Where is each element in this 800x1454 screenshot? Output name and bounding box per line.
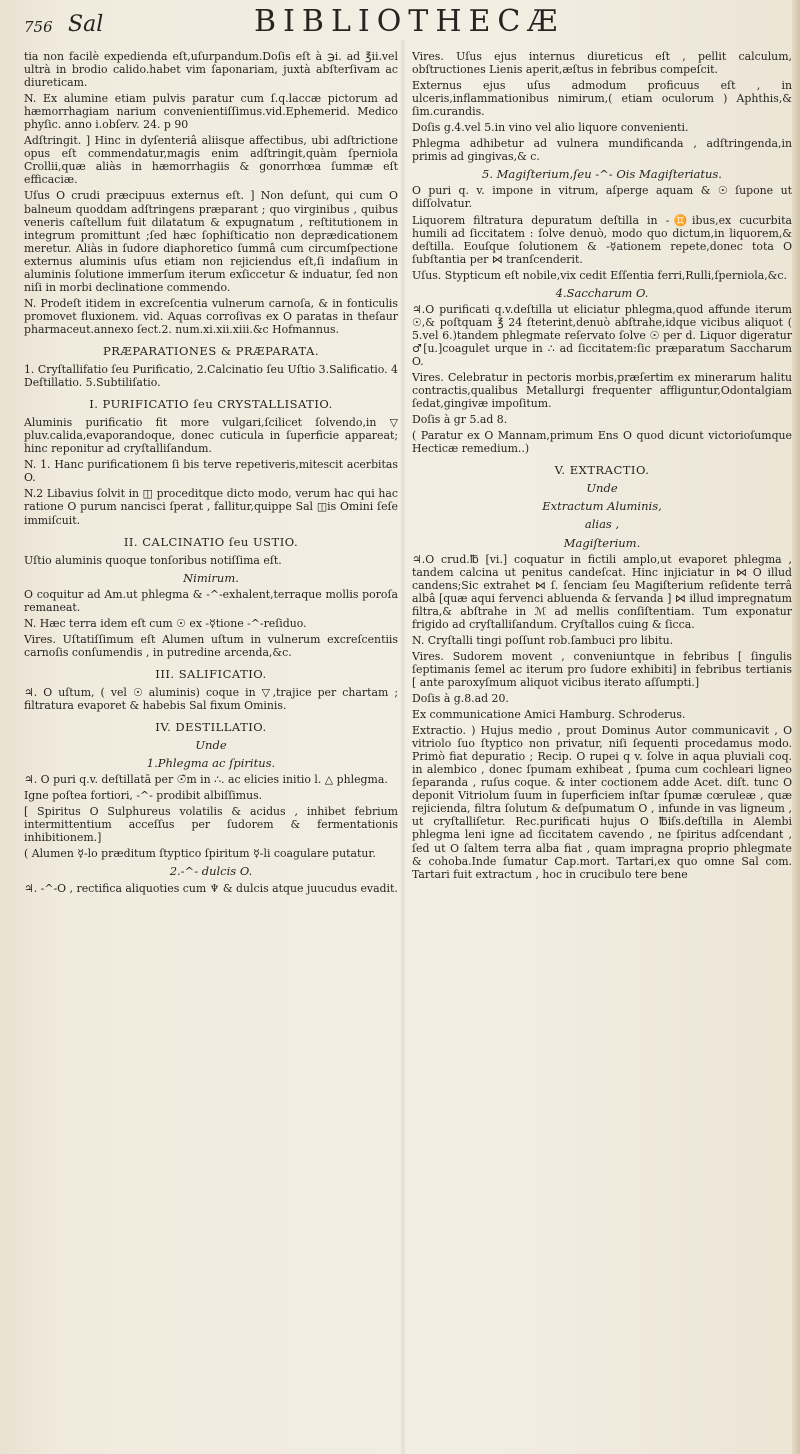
paragraph: Externus ejus uſus admodum proficuus eſt , in ulceris,inflammationibus nimirum,( etiam oculorum ) Aphthis,& ſim.curandis. [412,79,792,119]
paragraph: ♃.O crud.℔ [vi.] coquatur in fictili amplo,ut evaporet phlegma , tandem calcina ut penitus candeſcat. Hinc injiciatur in ⋈ O illud candens;Sic extrahet ⋈ ſ. ſenciam ſeu Magiſterium reſidente terrâ albâ [quæ aqui fervenci abluenda & ſervanda ] ⋈ illud impregnatum filtra,& abſtrahe in ℳ ad mellis conſiſtentiam. Tum exponatur frigido ad cryſtalliſandum. Cryſtallos cuing & ſicca. [412,552,792,631]
paragraph: Uſtio aluminis quoque tonſoribus notiſſima eſt. [24,553,282,567]
paragraph: Igne poſtea fortiori, -^- prodibit albiſſimus. [24,789,263,803]
subheading: Unde [586,481,618,496]
paragraph: O puri q. v. impone in vitrum, aſperge aquam & ☉ ſupone ut diſſolvatur. [412,184,792,211]
paragraph: Uſus O crudi præcipuus externus eſt. ] Non deſunt, qui cum O balneum quoddam adſtringens præparant ; quo virginibus , quibus veneris caſtellum fuit dilatatum & expugnatum , reſtitutionem in integrum promittunt ;ſed hæc ſophiſticatio non deprædicationem meretur. Aliàs in ſudore diaphoretico ſummâ cum circumſpectione externus aluminis uſus etiam non rejiciendus eſt,ſi indaſium in aluminis ſolutione immerſum iterum exſiccetur & induatur, ſed non niſi in morbi declinatione commendo. [24,189,398,294]
paragraph: Ex communicatione Amici Hamburg. Schroderus. [412,708,686,722]
paragraph: O coquitur ad Am.ut phlegma & -^-exhalent,terraque mollis poroſa remaneat. [24,587,398,614]
paragraph: Doſis g.4.vel 5.in vino vel alio liquore convenienti. [412,121,689,135]
paragraph: ♃. O uſtum, ( vel ☉ aluminis) coque in ▽,trajice per chartam ; filtratura evaporet & habebis Sal fixum Ominis. [24,685,398,713]
section-heading: I. PURIFICATIO ſeu CRYSTALLISATIO. [89,397,333,412]
paragraph: 1. Cryſtallifatio ſeu Purificatio, 2.Calcinatio ſeu Uſtio 3.Salificatio. 4 Deſtillatio. 5.Subtiliſatio. [24,363,398,390]
page-number: 756 [24,18,53,36]
paragraph: Adſtringit. ] Hinc in dyſenteriâ aliisque affectibus, ubi adſtrictione opus eſt commendatur,magis enim adſtringit,quàm ſperniola Crollii,quæ aliàs in hæmorrhagiis & gonorrhœa ſummæ eſt efficaciæ. [24,134,398,187]
subheading: Extractum Aluminis, [542,499,662,514]
paragraph: ♃. O puri q.v. deſtillatā per ☉̃m in ∴. ac elicies initio l. △ phlegma. [24,773,388,787]
paragraph: Doſis à g.8.ad 20. [412,692,509,706]
running-title: BIBLIOTHECÆ [254,4,565,39]
subheading: 2.-^- dulcis O. [169,864,253,879]
subheading: 4.Saccharum O. [555,285,649,300]
paragraph: ( Alumen ☿-lo præditum ſtyptico ſpiritum ☿-li coagulare putatur. [24,847,376,861]
section-word: Sal [68,12,104,37]
paragraph: N. Hæc terra idem eſt cum ☉ ex -☿tione -^-reſiduo. [24,616,307,630]
paragraph: N. Cryſtalli tingi poſſunt rob.ſambuci pro libitu. [412,633,674,647]
paragraph: Extractio. ) Hujus medio , prout Dominus Autor communicavit , O vitriolo ſuo ſtyptico non privatur, niſi ſequenti procedamus modo. Primò fiat depuratio ; Recip. O rupei q v. ſolve in aqua pluviali coq. in alembico , donec ſpumam exhibeat , ſpuma cum cochleari ligneo ſeparanda , ruſus coque. & inter coctionem adde Acet. diſt. tunc O deponit Vitriolum ſuum in ſuperficiem inſtar ſpumæ cœruleæ , quæ rejicienda, filtra ſolutum & deſpumatum O , infunde in vas ligneum , ut cryſtalliſetur. Rec.purificati hujus O ℔iſs.deſtilla in Alembi phlegma leni igne ad ſiccitatem cavendo , ne ſpiritus adſcendant , ſed ut O ſaltem terra alba fiat , quam impragna proprio phlegmate & cohoba.Inde ſumatur Cap.mort. Tartari,ex quo omne Sal com. Tartari fuit extractum , hoc in crucibulo tere bene [412,724,792,881]
section-heading: III. SALIFICATIO. [155,666,267,681]
left-column [24,50,398,1424]
paragraph: ♃.O purificati q.v.deſtilla ut eliciatur phlegma,quod affunde iterum ☉,& poſtquam ℥ 24 ſteterint,denuò abſtrahe,idque vicibus aliquot ( 5.vel 6.)tandem phlegmate reſervato ſolve ☉ per d. Liquor digeratur ♂[u.]coagulet urque in ∴ ad ſiccitatem:ſic præparatum Saccharum O. [412,302,792,368]
subheading: alias , [584,517,620,532]
paragraph: ♃. -^-O , rectifica aliquoties cum ♆ & dulcis atque juucudus evadit. [24,881,398,895]
page-gutter [400,40,406,1454]
paragraph: Aluminis purificatio fit more vulgari,ſcilicet ſolvendo,in ▽ pluv.calida,evaporandoque, donec cuticula in ſuperficie appareat; hinc reponitur ad cryſtalliſandum. [24,416,398,456]
subheading: Unde [195,738,227,753]
paragraph: [ Spiritus O Sulphureus volatilis & acidus , inhibet febrium intermittentium acceſſus per ſudorem & fermentationis inhibitionem.] [24,805,398,845]
page-edge [792,0,800,1454]
paragraph: N. 1. Hanc purificationem ſi bis terve repetiveris,mitescit acerbitas O. [24,458,398,485]
paragraph: N. Prodeſt itidem in excreſcentia vulnerum carnoſa, & in fonticulis promovet fluxionem. vid. Aquas corroſivas ex O paratas in theſaur pharmaceut.annexo ſect.2. num.xi.xii.xiii.&c Hofmannus. [24,296,398,336]
paragraph: ( Paratur ex O Mannam,primum Ens O quod dicunt victorioſumque Hecticæ remedium..) [412,429,792,456]
section-heading: V. EXTRACTIO. [554,463,650,478]
subheading: Magiſterium. [563,535,641,550]
right-column [412,50,792,1424]
paragraph: Vires. Celebratur in pectoris morbis,præſertim ex minerarum halitu contractis,qualibus Metallurgi frequenter affliguntur,Odontalgiam ſedat,gingivæ impoſitum. [412,371,792,411]
paragraph: tia non facilè expedienda eſt,uſurpandum.Doſis eſt à ℈i. ad ℥ii.vel ultrà in brodio calido.habet vim ſaponariam, juxtà abſterſivam ac diureticam. [24,50,398,90]
subheading: 5. Magiſterium,ſeu -^- Ois Magiſteriatus. [482,167,722,182]
paragraph: Vires. Sudorem movent , conveniuntque in febribus [ ſingulis ſeptimanis ſemel ac iterum pro ſudore exhibiti] in febribus tertianis [ ante paroxyſmum aliquot vicibus iterato aſſumpti.] [412,649,792,689]
section-heading: PRÆPARATIONES & PRÆPARATA. [103,343,319,358]
paragraph: Uſus. Stypticum eſt nobile,vix cedit Eſſentia ferri,Rulli,ſperniola,&c. [412,268,787,282]
paragraph: Vires. Uſtatiſſimum eſt Alumen uſtum in vulnerum excreſcentiis carnoſis conſumendis , in putredine arcenda,&c. [24,632,398,659]
paragraph: Liquorem filtratura depuratum deſtilla in -♊ibus,ex cucurbita humili ad ſiccitatem : ſolve denuò, modo quo dictum,in liquorem,& deſtilla. Eouſque ſolutionem & -☿ationem repete,donec tota O ſubſtantia per ⋈ tranſcenderit. [412,213,792,266]
paragraph: N.2 Libavius ſolvit in ◫ proceditque dicto modo, verum hac qui hac ratione O purum nancisci ſperat , fallitur,quippe Sal ◫is Omini ſeſe immiſcuit. [24,487,398,527]
section-heading: II. CALCINATIO ſeu USTIO. [123,534,299,549]
paragraph: Vires. Uſus ejus internus diureticus eſt , pellit calculum, obſtructiones Lienis aperit,æſtus in febribus compeſcit. [412,50,792,77]
paragraph: N. Ex alumine etiam pulvis paratur cum ſ.q.laccæ pictorum ad hæmorrhagiam narium convenientiſſimus.vid.Ephemerid. Medico phyſic. anno i.obſerv. 24. p 90 [24,92,398,132]
subheading: Nimirum. [183,570,239,585]
paragraph: Doſis à gr 5.ad 8. [412,413,508,427]
section-heading: IV. DESTILLATIO. [155,720,267,735]
subheading: 1.Phlegma ac ſpiritus. [146,756,276,771]
paragraph: Phlegma adhibetur ad vulnera mundificanda , adſtringenda,in primis ad gingivas,& c. [412,137,792,164]
